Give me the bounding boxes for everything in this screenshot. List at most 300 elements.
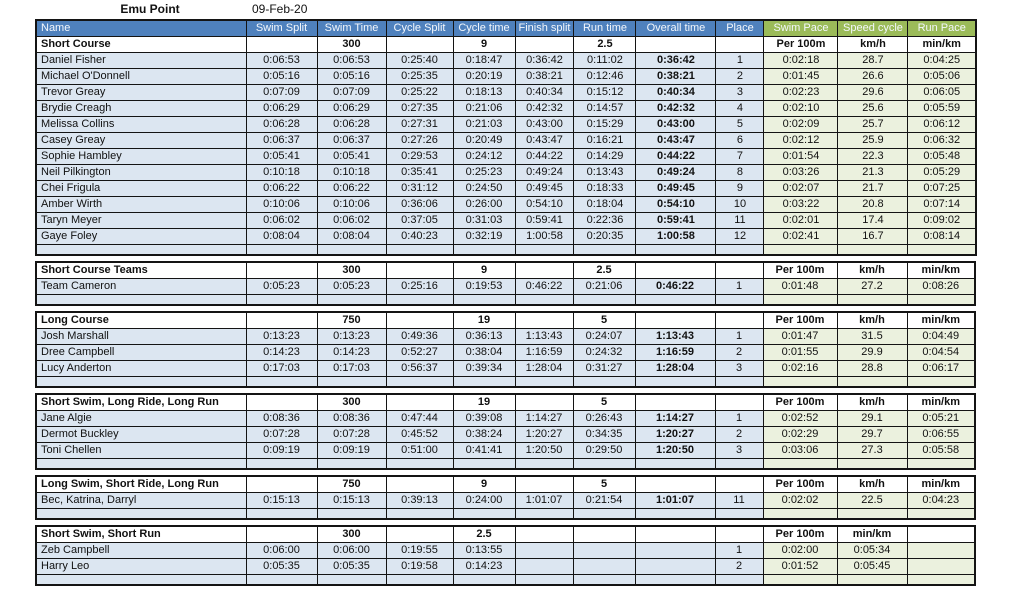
pace-cell[interactable]: 0:05:45 <box>837 558 907 574</box>
result-cell[interactable]: 0:22:36 <box>574 212 636 228</box>
athlete-name-cell[interactable]: Dermot Buckley <box>36 426 246 442</box>
section-distance-cell[interactable]: 5 <box>573 394 635 410</box>
section-distance-cell[interactable] <box>715 312 763 328</box>
empty-cell[interactable] <box>246 508 317 519</box>
athlete-name-cell[interactable]: Josh Marshall <box>36 328 246 344</box>
empty-cell[interactable] <box>907 376 975 387</box>
empty-cell[interactable] <box>573 376 635 387</box>
result-cell[interactable]: 0:06:00 <box>317 542 386 558</box>
athlete-name-cell[interactable]: Dree Campbell <box>36 344 246 360</box>
empty-cell[interactable] <box>837 376 907 387</box>
empty-cell[interactable] <box>837 294 907 305</box>
place-cell[interactable]: 7 <box>716 148 764 164</box>
result-cell[interactable]: 0:21:06 <box>573 278 635 294</box>
result-cell[interactable]: 0:10:18 <box>246 164 317 180</box>
empty-cell[interactable] <box>907 574 975 585</box>
result-cell[interactable]: 0:49:24 <box>515 164 574 180</box>
result-cell[interactable]: 0:26:00 <box>453 196 515 212</box>
result-cell[interactable]: 1:01:07 <box>515 492 573 508</box>
pace-cell[interactable]: 0:05:59 <box>908 100 976 116</box>
result-cell[interactable]: 0:36:06 <box>386 196 453 212</box>
place-cell[interactable]: 1 <box>715 410 763 426</box>
section-distance-cell[interactable]: 9 <box>453 262 515 278</box>
section-distance-cell[interactable] <box>635 476 715 492</box>
place-cell[interactable]: 2 <box>715 344 763 360</box>
result-cell[interactable]: 0:05:16 <box>246 68 317 84</box>
section-distance-cell[interactable]: 300 <box>317 262 386 278</box>
empty-cell[interactable] <box>36 294 246 305</box>
result-cell[interactable]: 0:13:55 <box>453 542 515 558</box>
pace-cell[interactable]: 29.7 <box>837 426 907 442</box>
pace-cell[interactable]: 0:02:00 <box>763 542 837 558</box>
overall-time-cell[interactable]: 0:43:00 <box>636 116 716 132</box>
athlete-name-cell[interactable]: Daniel Fisher <box>36 52 246 68</box>
section-distance-cell[interactable]: 300 <box>317 394 386 410</box>
pace-cell[interactable]: 25.7 <box>838 116 908 132</box>
pace-cell[interactable]: 0:02:07 <box>764 180 838 196</box>
pace-cell[interactable]: 0:02:23 <box>764 84 838 100</box>
result-cell[interactable]: 0:25:16 <box>386 278 453 294</box>
pace-cell[interactable]: 27.3 <box>837 442 907 458</box>
column-header-swim-split[interactable]: Swim Split <box>246 20 317 36</box>
result-cell[interactable]: 0:18:13 <box>453 84 515 100</box>
pace-cell[interactable]: 31.5 <box>837 328 907 344</box>
section-distance-cell[interactable] <box>635 526 715 542</box>
result-cell[interactable]: 0:35:41 <box>386 164 453 180</box>
athlete-name-cell[interactable]: Jane Algie <box>36 410 246 426</box>
place-cell[interactable]: 9 <box>716 180 764 196</box>
athlete-name-cell[interactable]: Taryn Meyer <box>36 212 246 228</box>
pace-cell[interactable]: 0:02:01 <box>764 212 838 228</box>
result-cell[interactable]: 0:38:04 <box>453 344 515 360</box>
empty-cell[interactable] <box>764 244 838 255</box>
result-cell[interactable]: 1:28:04 <box>515 360 573 376</box>
pace-cell[interactable]: 21.7 <box>838 180 908 196</box>
result-cell[interactable]: 0:06:22 <box>246 180 317 196</box>
section-unit-cell[interactable]: km/h <box>837 262 907 278</box>
empty-cell[interactable] <box>837 574 907 585</box>
empty-cell[interactable] <box>317 574 386 585</box>
result-cell[interactable]: 0:10:06 <box>317 196 386 212</box>
section-distance-cell[interactable] <box>386 36 453 52</box>
empty-cell[interactable] <box>715 294 763 305</box>
section-unit-cell[interactable]: min/km <box>907 476 975 492</box>
result-cell[interactable]: 0:18:33 <box>574 180 636 196</box>
overall-time-cell[interactable]: 1:01:07 <box>635 492 715 508</box>
empty-cell[interactable] <box>515 574 573 585</box>
section-distance-cell[interactable] <box>515 262 573 278</box>
overall-time-cell[interactable]: 1:28:04 <box>635 360 715 376</box>
section-distance-cell[interactable] <box>715 394 763 410</box>
pace-cell[interactable]: 0:05:06 <box>908 68 976 84</box>
result-cell[interactable]: 0:31:12 <box>386 180 453 196</box>
result-cell[interactable]: 0:17:03 <box>317 360 386 376</box>
result-cell[interactable]: 0:08:04 <box>246 228 317 244</box>
result-cell[interactable]: 0:27:31 <box>386 116 453 132</box>
empty-cell[interactable] <box>246 574 317 585</box>
result-cell[interactable]: 0:05:35 <box>246 558 317 574</box>
result-cell[interactable]: 0:19:55 <box>386 542 453 558</box>
place-cell[interactable]: 4 <box>716 100 764 116</box>
empty-cell[interactable] <box>635 574 715 585</box>
result-cell[interactable]: 0:07:28 <box>246 426 317 442</box>
empty-cell[interactable] <box>837 508 907 519</box>
empty-cell[interactable] <box>386 574 453 585</box>
empty-cell[interactable] <box>635 508 715 519</box>
pace-cell[interactable]: 0:06:55 <box>907 426 975 442</box>
result-cell[interactable]: 0:09:19 <box>246 442 317 458</box>
athlete-name-cell[interactable]: Brydie Creagh <box>36 100 246 116</box>
result-cell[interactable]: 0:26:43 <box>573 410 635 426</box>
section-title[interactable]: Short Swim, Short Run <box>36 526 246 542</box>
column-header-swim-time[interactable]: Swim Time <box>317 20 386 36</box>
overall-time-cell[interactable] <box>635 542 715 558</box>
section-distance-cell[interactable] <box>716 36 764 52</box>
column-header-name[interactable]: Name <box>36 20 246 36</box>
athlete-name-cell[interactable]: Team Cameron <box>36 278 246 294</box>
result-cell[interactable]: 0:06:37 <box>317 132 386 148</box>
empty-cell[interactable] <box>36 574 246 585</box>
result-cell[interactable]: 0:13:43 <box>574 164 636 180</box>
empty-cell[interactable] <box>763 458 837 469</box>
pace-cell[interactable]: 0:01:52 <box>763 558 837 574</box>
place-cell[interactable]: 2 <box>716 68 764 84</box>
overall-time-cell[interactable]: 1:14:27 <box>635 410 715 426</box>
section-distance-cell[interactable]: 750 <box>317 312 386 328</box>
result-cell[interactable]: 0:16:21 <box>574 132 636 148</box>
pace-cell[interactable]: 0:08:14 <box>908 228 976 244</box>
empty-cell[interactable] <box>453 574 515 585</box>
empty-cell[interactable] <box>386 508 453 519</box>
result-cell[interactable]: 0:52:27 <box>386 344 453 360</box>
result-cell[interactable]: 0:06:29 <box>317 100 386 116</box>
empty-cell[interactable] <box>453 294 515 305</box>
pace-cell[interactable]: 17.4 <box>838 212 908 228</box>
empty-cell[interactable] <box>715 376 763 387</box>
empty-cell[interactable] <box>573 574 635 585</box>
empty-cell[interactable] <box>453 458 515 469</box>
section-distance-cell[interactable]: 2.5 <box>573 262 635 278</box>
empty-cell[interactable] <box>317 294 386 305</box>
result-cell[interactable]: 0:54:10 <box>515 196 574 212</box>
section-unit-cell[interactable]: km/h <box>837 394 907 410</box>
section-distance-cell[interactable] <box>635 394 715 410</box>
empty-cell[interactable] <box>908 244 976 255</box>
pace-cell[interactable]: 25.6 <box>838 100 908 116</box>
pace-cell[interactable]: 0:02:16 <box>763 360 837 376</box>
result-cell[interactable]: 0:42:32 <box>515 100 574 116</box>
overall-time-cell[interactable] <box>635 558 715 574</box>
result-cell[interactable]: 0:14:23 <box>453 558 515 574</box>
overall-time-cell[interactable]: 1:13:43 <box>635 328 715 344</box>
result-cell[interactable]: 0:27:35 <box>386 100 453 116</box>
column-header-cycle-split[interactable]: Cycle Split <box>386 20 453 36</box>
section-unit-cell[interactable]: min/km <box>907 312 975 328</box>
empty-cell[interactable] <box>246 376 317 387</box>
result-cell[interactable]: 0:41:41 <box>453 442 515 458</box>
overall-time-cell[interactable]: 0:59:41 <box>636 212 716 228</box>
place-cell[interactable]: 11 <box>716 212 764 228</box>
result-cell[interactable]: 0:25:35 <box>386 68 453 84</box>
pace-cell[interactable] <box>907 558 975 574</box>
column-header-cycle-time[interactable]: Cycle time <box>453 20 515 36</box>
result-cell[interactable]: 0:06:53 <box>317 52 386 68</box>
section-distance-cell[interactable]: 9 <box>453 476 515 492</box>
result-cell[interactable]: 0:05:35 <box>317 558 386 574</box>
overall-time-cell[interactable]: 0:49:24 <box>636 164 716 180</box>
pace-cell[interactable]: 0:05:21 <box>907 410 975 426</box>
result-cell[interactable]: 0:36:42 <box>515 52 574 68</box>
section-distance-cell[interactable] <box>636 36 716 52</box>
result-cell[interactable]: 0:24:50 <box>453 180 515 196</box>
pace-cell[interactable]: 0:04:25 <box>908 52 976 68</box>
section-distance-cell[interactable] <box>635 262 715 278</box>
result-cell[interactable]: 0:56:37 <box>386 360 453 376</box>
result-cell[interactable]: 0:25:22 <box>386 84 453 100</box>
result-cell[interactable]: 0:14:29 <box>574 148 636 164</box>
result-cell[interactable]: 0:14:23 <box>317 344 386 360</box>
result-cell[interactable]: 0:21:06 <box>453 100 515 116</box>
empty-cell[interactable] <box>36 508 246 519</box>
pace-cell[interactable]: 0:02:18 <box>764 52 838 68</box>
pace-cell[interactable] <box>907 542 975 558</box>
place-cell[interactable]: 1 <box>715 328 763 344</box>
result-cell[interactable]: 0:31:27 <box>573 360 635 376</box>
section-unit-cell[interactable]: Per 100m <box>763 312 837 328</box>
result-cell[interactable]: 0:24:07 <box>573 328 635 344</box>
column-header-run-time[interactable]: Run time <box>574 20 636 36</box>
result-cell[interactable]: 0:06:28 <box>317 116 386 132</box>
overall-time-cell[interactable]: 1:16:59 <box>635 344 715 360</box>
section-distance-cell[interactable] <box>515 526 573 542</box>
pace-cell[interactable]: 0:02:10 <box>764 100 838 116</box>
empty-cell[interactable] <box>453 376 515 387</box>
place-cell[interactable]: 1 <box>715 542 763 558</box>
empty-cell[interactable] <box>515 508 573 519</box>
pace-cell[interactable]: 0:04:49 <box>907 328 975 344</box>
overall-time-cell[interactable]: 0:46:22 <box>635 278 715 294</box>
pace-cell[interactable]: 0:04:23 <box>907 492 975 508</box>
place-cell[interactable]: 1 <box>715 278 763 294</box>
overall-time-cell[interactable]: 1:20:50 <box>635 442 715 458</box>
pace-cell[interactable]: 27.2 <box>837 278 907 294</box>
pace-cell[interactable]: 22.3 <box>838 148 908 164</box>
section-distance-cell[interactable]: 5 <box>573 476 635 492</box>
pace-cell[interactable]: 26.6 <box>838 68 908 84</box>
empty-cell[interactable] <box>246 458 317 469</box>
athlete-name-cell[interactable]: Melissa Collins <box>36 116 246 132</box>
section-distance-cell[interactable] <box>386 262 453 278</box>
result-cell[interactable]: 0:31:03 <box>453 212 515 228</box>
section-distance-cell[interactable] <box>246 526 317 542</box>
result-cell[interactable]: 0:51:00 <box>386 442 453 458</box>
column-header-speed-cycle[interactable]: Speed cycle <box>838 20 908 36</box>
result-cell[interactable]: 0:25:23 <box>453 164 515 180</box>
place-cell[interactable]: 12 <box>716 228 764 244</box>
pace-cell[interactable]: 25.9 <box>838 132 908 148</box>
place-cell[interactable]: 3 <box>715 442 763 458</box>
pace-cell[interactable]: 0:02:29 <box>763 426 837 442</box>
section-unit-cell[interactable]: min/km <box>837 526 907 542</box>
section-distance-cell[interactable] <box>515 312 573 328</box>
result-cell[interactable]: 0:46:22 <box>515 278 573 294</box>
empty-cell[interactable] <box>635 458 715 469</box>
result-cell[interactable]: 0:20:19 <box>453 68 515 84</box>
result-cell[interactable]: 0:59:41 <box>515 212 574 228</box>
result-cell[interactable]: 0:05:16 <box>317 68 386 84</box>
column-header-finish-split[interactable]: Finish split <box>515 20 574 36</box>
section-distance-cell[interactable] <box>515 476 573 492</box>
empty-cell[interactable] <box>838 244 908 255</box>
section-distance-cell[interactable] <box>715 526 763 542</box>
result-cell[interactable]: 0:45:52 <box>386 426 453 442</box>
pace-cell[interactable]: 0:02:09 <box>764 116 838 132</box>
empty-cell[interactable] <box>716 244 764 255</box>
result-cell[interactable]: 0:05:23 <box>246 278 317 294</box>
result-cell[interactable]: 0:27:26 <box>386 132 453 148</box>
section-distance-cell[interactable] <box>635 312 715 328</box>
empty-cell[interactable] <box>715 508 763 519</box>
pace-cell[interactable]: 0:05:58 <box>907 442 975 458</box>
athlete-name-cell[interactable]: Casey Greay <box>36 132 246 148</box>
overall-time-cell[interactable]: 0:40:34 <box>636 84 716 100</box>
result-cell[interactable]: 0:18:47 <box>453 52 515 68</box>
pace-cell[interactable]: 20.8 <box>838 196 908 212</box>
empty-cell[interactable] <box>573 508 635 519</box>
empty-cell[interactable] <box>246 294 317 305</box>
result-cell[interactable]: 1:13:43 <box>515 328 573 344</box>
athlete-name-cell[interactable]: Bec, Katrina, Darryl <box>36 492 246 508</box>
result-cell[interactable]: 0:19:53 <box>453 278 515 294</box>
section-distance-cell[interactable] <box>386 526 453 542</box>
empty-cell[interactable] <box>907 508 975 519</box>
empty-cell[interactable] <box>763 376 837 387</box>
result-cell[interactable]: 0:08:36 <box>317 410 386 426</box>
pace-cell[interactable]: 0:05:34 <box>837 542 907 558</box>
empty-cell[interactable] <box>515 294 573 305</box>
result-cell[interactable]: 0:21:03 <box>453 116 515 132</box>
section-distance-cell[interactable] <box>246 36 317 52</box>
empty-cell[interactable] <box>573 458 635 469</box>
pace-cell[interactable]: 0:06:32 <box>908 132 976 148</box>
place-cell[interactable]: 1 <box>716 52 764 68</box>
overall-time-cell[interactable]: 0:44:22 <box>636 148 716 164</box>
empty-cell[interactable] <box>515 244 574 255</box>
result-cell[interactable]: 1:16:59 <box>515 344 573 360</box>
empty-cell[interactable] <box>317 376 386 387</box>
result-cell[interactable]: 0:07:09 <box>246 84 317 100</box>
empty-cell[interactable] <box>907 458 975 469</box>
section-distance-cell[interactable]: 300 <box>317 36 386 52</box>
empty-cell[interactable] <box>36 244 246 255</box>
athlete-name-cell[interactable]: Trevor Greay <box>36 84 246 100</box>
section-title[interactable]: Short Swim, Long Ride, Long Run <box>36 394 246 410</box>
result-cell[interactable]: 0:38:24 <box>453 426 515 442</box>
section-distance-cell[interactable]: 9 <box>453 36 515 52</box>
pace-cell[interactable]: 29.6 <box>838 84 908 100</box>
result-cell[interactable]: 0:07:28 <box>317 426 386 442</box>
result-cell[interactable]: 0:44:22 <box>515 148 574 164</box>
empty-cell[interactable] <box>317 508 386 519</box>
result-cell[interactable]: 0:13:23 <box>317 328 386 344</box>
pace-cell[interactable]: 22.5 <box>837 492 907 508</box>
pace-cell[interactable]: 0:05:48 <box>908 148 976 164</box>
section-distance-cell[interactable] <box>246 312 317 328</box>
result-cell[interactable]: 0:43:47 <box>515 132 574 148</box>
result-cell[interactable]: 0:24:32 <box>573 344 635 360</box>
section-distance-cell[interactable] <box>573 526 635 542</box>
result-cell[interactable]: 0:10:06 <box>246 196 317 212</box>
pace-cell[interactable]: 0:01:55 <box>763 344 837 360</box>
result-cell[interactable]: 0:06:02 <box>246 212 317 228</box>
section-distance-cell[interactable]: 750 <box>317 476 386 492</box>
section-unit-cell[interactable]: min/km <box>908 36 976 52</box>
result-cell[interactable]: 0:37:05 <box>386 212 453 228</box>
pace-cell[interactable]: 28.8 <box>837 360 907 376</box>
section-title[interactable]: Long Course <box>36 312 246 328</box>
result-cell[interactable] <box>515 558 573 574</box>
place-cell[interactable]: 8 <box>716 164 764 180</box>
section-unit-cell[interactable]: Per 100m <box>763 394 837 410</box>
section-title[interactable]: Short Course Teams <box>36 262 246 278</box>
result-cell[interactable]: 0:12:46 <box>574 68 636 84</box>
column-header-run-pace[interactable]: Run Pace <box>908 20 976 36</box>
overall-time-cell[interactable]: 0:43:47 <box>636 132 716 148</box>
empty-cell[interactable] <box>386 294 453 305</box>
section-unit-cell[interactable]: Per 100m <box>763 526 837 542</box>
result-cell[interactable]: 0:15:13 <box>246 492 317 508</box>
empty-cell[interactable] <box>715 458 763 469</box>
pace-cell[interactable]: 0:02:02 <box>763 492 837 508</box>
pace-cell[interactable]: 0:02:41 <box>764 228 838 244</box>
place-cell[interactable]: 11 <box>715 492 763 508</box>
pace-cell[interactable]: 0:01:45 <box>764 68 838 84</box>
pace-cell[interactable]: 29.1 <box>837 410 907 426</box>
result-cell[interactable]: 1:20:27 <box>515 426 573 442</box>
empty-cell[interactable] <box>573 294 635 305</box>
result-cell[interactable]: 0:09:19 <box>317 442 386 458</box>
pace-cell[interactable]: 0:06:17 <box>907 360 975 376</box>
athlete-name-cell[interactable]: Chei Frigula <box>36 180 246 196</box>
place-cell[interactable]: 3 <box>716 84 764 100</box>
result-cell[interactable] <box>573 558 635 574</box>
result-cell[interactable]: 0:15:29 <box>574 116 636 132</box>
pace-cell[interactable]: 0:03:06 <box>763 442 837 458</box>
result-cell[interactable] <box>573 542 635 558</box>
result-cell[interactable]: 0:40:34 <box>515 84 574 100</box>
pace-cell[interactable]: 21.3 <box>838 164 908 180</box>
overall-time-cell[interactable]: 0:42:32 <box>636 100 716 116</box>
section-unit-cell[interactable]: Per 100m <box>763 262 837 278</box>
section-distance-cell[interactable] <box>386 312 453 328</box>
result-cell[interactable]: 0:14:57 <box>574 100 636 116</box>
empty-cell[interactable] <box>763 574 837 585</box>
section-unit-cell[interactable]: km/h <box>838 36 908 52</box>
pace-cell[interactable]: 0:01:47 <box>763 328 837 344</box>
pace-cell[interactable]: 29.9 <box>837 344 907 360</box>
result-cell[interactable]: 0:24:00 <box>453 492 515 508</box>
result-cell[interactable]: 0:05:23 <box>317 278 386 294</box>
section-distance-cell[interactable] <box>715 476 763 492</box>
result-cell[interactable]: 0:21:54 <box>573 492 635 508</box>
section-unit-cell[interactable]: km/h <box>837 312 907 328</box>
section-distance-cell[interactable] <box>515 36 574 52</box>
section-distance-cell[interactable]: 2.5 <box>453 526 515 542</box>
pace-cell[interactable]: 0:07:14 <box>908 196 976 212</box>
section-distance-cell[interactable] <box>386 394 453 410</box>
section-distance-cell[interactable] <box>386 476 453 492</box>
athlete-name-cell[interactable]: Sophie Hambley <box>36 148 246 164</box>
